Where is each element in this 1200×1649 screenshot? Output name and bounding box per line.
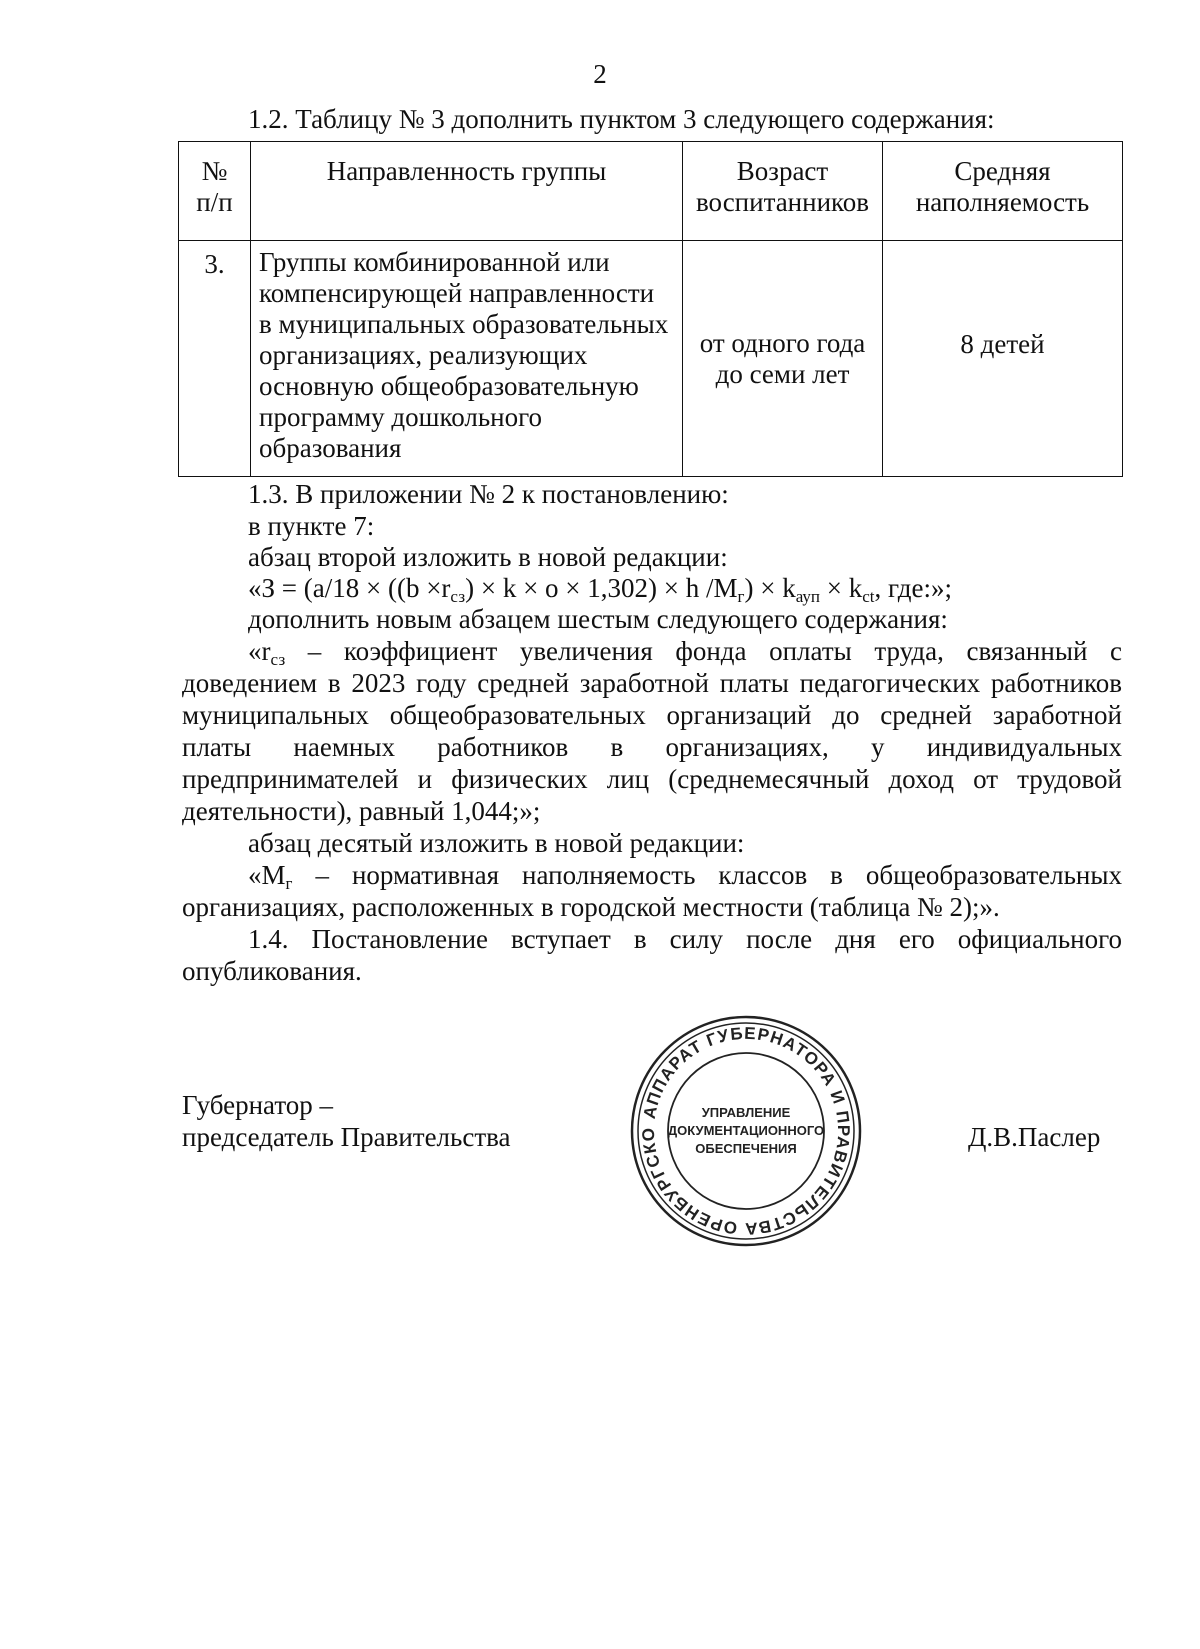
svg-text:ДОКУМЕНТАЦИОННОГО: ДОКУМЕНТАЦИОННОГО [667,1123,825,1138]
row-age: от одного года до семи лет [683,241,883,477]
rsz-definition-line-1: «$r_{сз}$ – коэффициент увеличения фонда оплаты труда, связанный с [248,636,1122,669]
svg-text:АППАРАТ ГУБЕРНАТОРА И ПРАВИТЕЛ: АППАРАТ ГУБЕРНАТОРА И ПРАВИТЕЛЬСТВА ОРЕНБУРГСКО [638,1023,854,1239]
mg-definition-line-2: организациях, расположенных в городской местности (таблица № 2);». [182,892,1000,922]
paragraph-1-3: 1.3. В приложении № 2 к постановлению: [248,479,729,509]
svg-text:УПРАВЛЕНИЕ: УПРАВЛЕНИЕ [701,1105,791,1120]
signatory-title-line-1: Губернатор – [182,1090,334,1120]
rsz-definition-line-4: платы наемных работников в организациях, у индивидуальных [182,732,1122,762]
table-row [179,241,1123,477]
rsz-definition-line-2: доведением в 2023 году средней заработной платы педагогических работников [182,668,1122,698]
rsz-definition-line-5: предпринимателей и физических лиц (среднемесячный доход от трудовой [182,764,1122,794]
mg-definition-line-1: «$М_г$ – нормативная наполняемость классов в общеобразовательных [248,860,1122,893]
signatory-name: Д.В.Паслер [968,1122,1101,1152]
page-number: 2 [593,59,607,89]
paragraph-1-4-line-1: 1.4. Постановление вступает в силу после дня его официального [248,924,1122,954]
groups-table [178,141,1123,477]
paragraph-tenth: абзац десятый изложить в новой редакции: [248,828,745,858]
paragraph-1-4-line-2: опубликования. [182,956,362,986]
table-header-row [179,142,1123,241]
rsz-definition-line-3: муниципальных общеобразовательных организаций до средней заработной [182,700,1122,730]
official-stamp [628,1013,864,1249]
row-occupancy: 8 детей [883,241,1123,477]
paragraph-add-sixth: дополнить новым абзацем шестым следующего содержания: [248,604,948,634]
header-occupancy: Средняя наполняемость [883,142,1123,241]
header-age: Возраст воспитанников [683,142,883,241]
table-intro: 1.2. Таблицу № 3 дополнить пунктом 3 следующего содержания: [248,104,995,134]
row-number: 3. [179,241,251,477]
row-direction: Группы комбинированной или компенсирующей направленности в муниципальных образовательных организациях, реализующих основную общеобразовательную программу дошкольного образования [251,241,683,477]
rsz-definition-line-6: деятельности), равный 1,044;»; [182,796,541,826]
formula: «$З = (a/18 \times ((b \times r_{сз}) \times k \times o \times 1,302) \times h$ $/М_г) \times k_{ауп} \times k_{ct}$, где:»; [248,573,952,606]
header-number: № п/п [179,142,251,241]
signatory-title-line-2: председатель Правительства [182,1122,511,1152]
paragraph-second: абзац второй изложить в новой редакции: [248,542,728,572]
header-direction: Направленность группы [251,142,683,241]
stamp-icon [628,1013,864,1249]
svg-text:ОБЕСПЕЧЕНИЯ: ОБЕСПЕЧЕНИЯ [695,1141,797,1156]
paragraph-item-7: в пункте 7: [248,511,375,541]
